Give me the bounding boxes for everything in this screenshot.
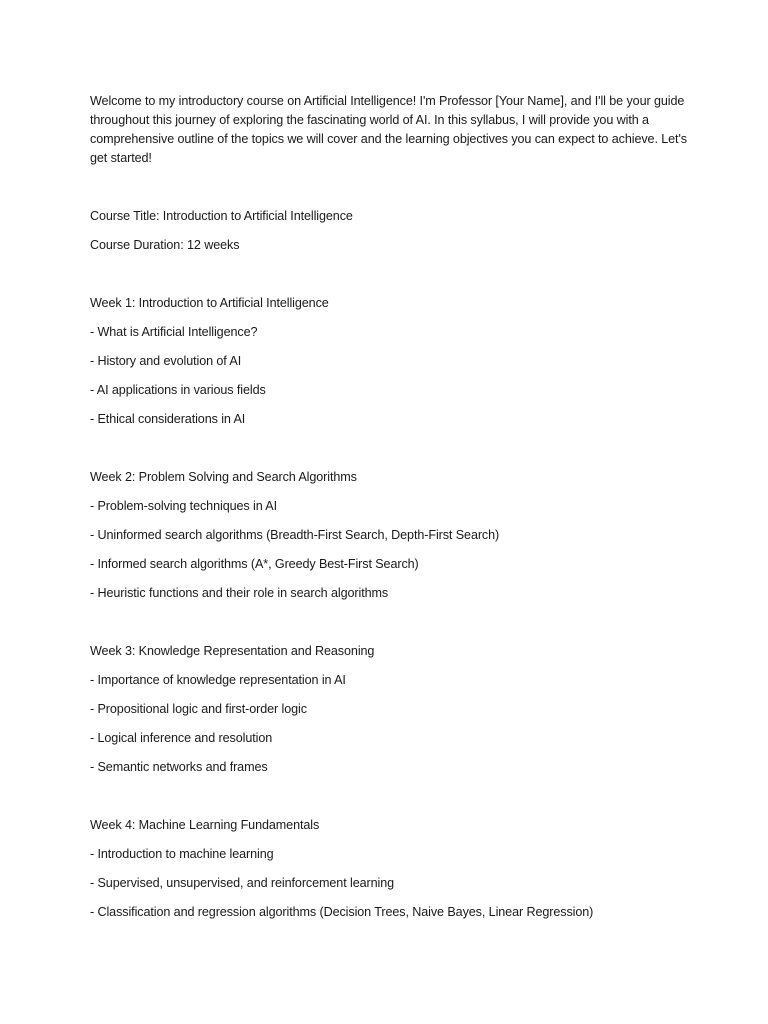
list-item: - Uninformed search algorithms (Breadth-First Search, Depth-First Search) xyxy=(90,528,500,542)
week-section-4 xyxy=(90,816,690,922)
list-item: - Problem-solving techniques in AI xyxy=(90,499,278,513)
list-item: - Introduction to machine learning xyxy=(90,847,274,861)
week-section-1 xyxy=(90,294,690,429)
list-item: - Propositional logic and first-order logic xyxy=(90,702,307,716)
list-item: - Classification and regression algorithms (Decision Trees, Naive Bayes, Linear Regression) xyxy=(90,905,594,919)
list-item: - Semantic networks and frames xyxy=(90,760,268,774)
document-body xyxy=(90,92,690,922)
list-item: - AI applications in various fields xyxy=(90,383,266,397)
list-item: - Supervised, unsupervised, and reinforcement learning xyxy=(90,876,395,890)
week-section-3 xyxy=(90,642,690,777)
list-item: - Logical inference and resolution xyxy=(90,731,273,745)
list-item: - Informed search algorithms (A*, Greedy Best-First Search) xyxy=(90,557,419,571)
week-section-2 xyxy=(90,468,690,603)
week-heading: Week 4: Machine Learning Fundamentals xyxy=(90,818,320,832)
week-heading: Week 2: Problem Solving and Search Algorithms xyxy=(90,470,357,484)
course-title-line: Course Title: Introduction to Artificial Intelligence xyxy=(90,209,353,223)
list-item: - Ethical considerations in AI xyxy=(90,412,246,426)
list-item: - Importance of knowledge representation in AI xyxy=(90,673,346,687)
week-heading: Week 3: Knowledge Representation and Reasoning xyxy=(90,644,375,658)
intro-paragraph: Welcome to my introductory course on Artificial Intelligence! I'm Professor [Your Name], and I'll be your guide throughout this journey of exploring the fascinating world of AI. In this syllabus, I will provide you with a comprehensive outline of the topics we will cover and the learning objectives you can expect to achieve. Let's get started! xyxy=(90,94,687,165)
week-heading: Week 1: Introduction to Artificial Intelligence xyxy=(90,296,329,310)
list-item: - What is Artificial Intelligence? xyxy=(90,325,258,339)
course-duration-line: Course Duration: 12 weeks xyxy=(90,238,240,252)
list-item: - Heuristic functions and their role in search algorithms xyxy=(90,586,389,600)
list-item: - History and evolution of AI xyxy=(90,354,242,368)
